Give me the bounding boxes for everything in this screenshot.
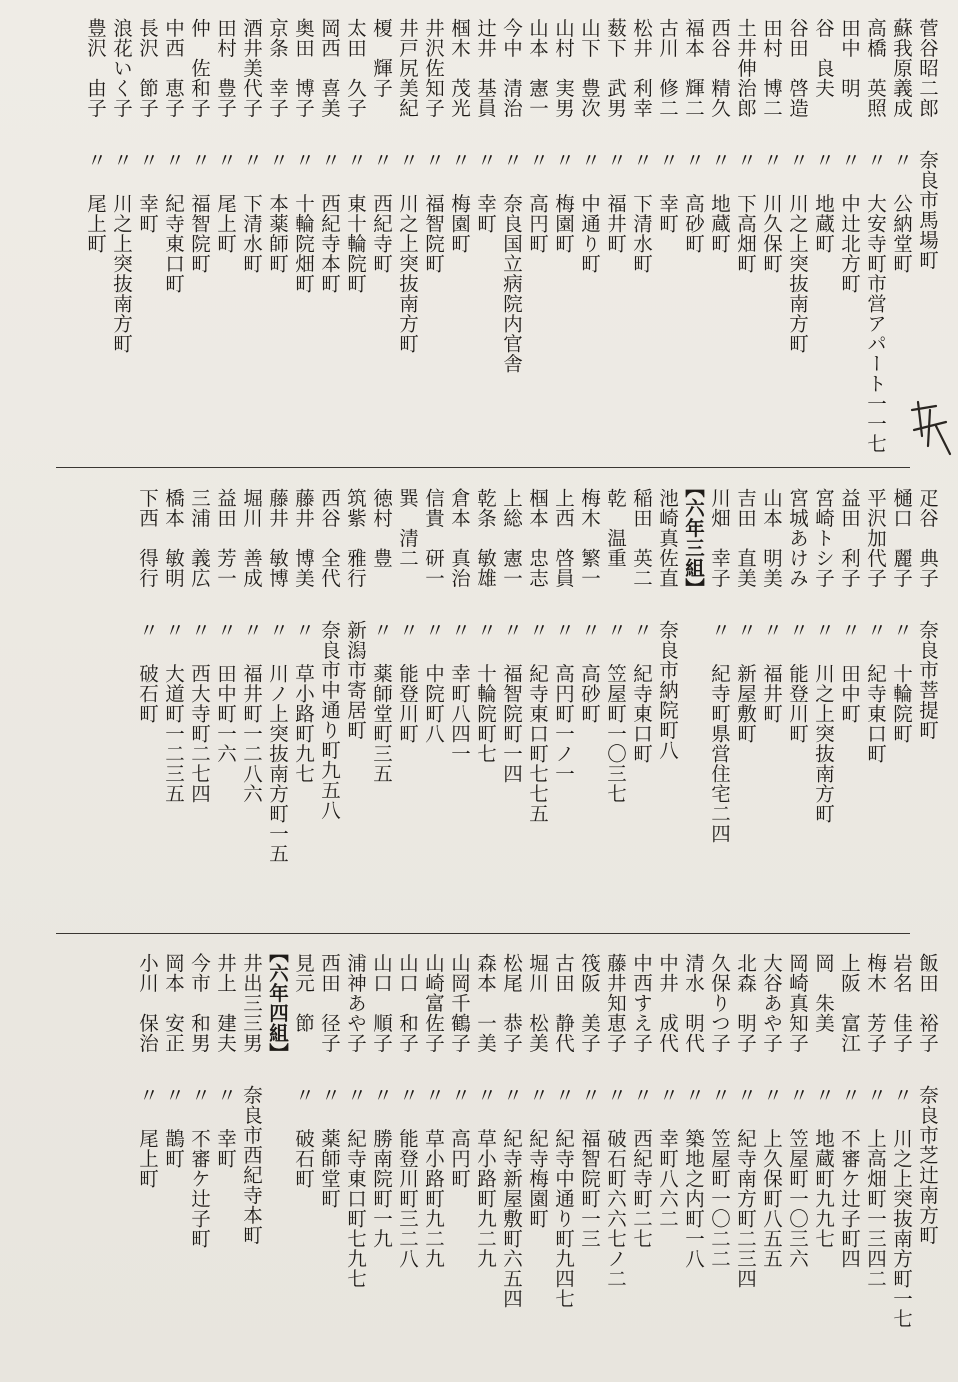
student-name: 山本 憲一 <box>526 18 549 118</box>
student-address: 〃 大安寺町市営アパート一一七 <box>864 150 887 454</box>
student-address: 〃 奈良国立病院内官舎 <box>500 150 523 374</box>
student-address: 〃 高円町一ノ一 <box>552 620 575 784</box>
student-name: 森本 一美 <box>474 953 497 1053</box>
student-entry <box>446 8 472 460</box>
student-address: 奈良市中通り町九五八 <box>318 620 341 820</box>
student-name: 山口 和子 <box>396 953 419 1053</box>
student-entry <box>836 478 862 918</box>
student-name: 山崎富佐子 <box>422 953 445 1053</box>
student-address: 〃 幸町 <box>214 1085 237 1169</box>
section-divider <box>56 467 910 468</box>
student-address: 〃 下清水町 <box>240 150 263 274</box>
student-address: 〃 尾上町 <box>214 150 237 254</box>
student-entry <box>654 943 680 1373</box>
student-address: 〃 中辻北方町 <box>838 150 861 294</box>
student-entry <box>342 943 368 1373</box>
student-name: 松尾 恭子 <box>500 953 523 1053</box>
student-address: 〃 十輪院町七 <box>474 620 497 764</box>
student-address: 〃 下清水町 <box>630 150 653 274</box>
student-name: 谷田 啓造 <box>786 18 809 118</box>
student-name: 疋谷 典子 <box>916 488 939 588</box>
student-name: 井戸尻美紀 <box>396 18 419 118</box>
student-name: 高橋 英照 <box>864 18 887 118</box>
student-entry <box>368 8 394 460</box>
student-address: 〃 川久保町 <box>760 150 783 274</box>
student-entry <box>758 943 784 1373</box>
student-entry <box>732 943 758 1373</box>
student-entry <box>862 943 888 1373</box>
student-name: 飯田 裕子 <box>916 953 939 1053</box>
student-name: 椢本 忠志 <box>526 488 549 588</box>
student-entry <box>108 8 134 460</box>
student-entry <box>914 943 940 1373</box>
student-address: 〃 紀寺東口町 <box>162 150 185 294</box>
student-name: 中西すえ子 <box>630 953 653 1053</box>
student-address: 奈良市芝辻南方町 <box>916 1085 939 1245</box>
section-divider <box>56 933 910 934</box>
student-entry <box>420 943 446 1373</box>
student-name: 大谷あや子 <box>760 953 783 1053</box>
student-address: 〃 福智院町一四 <box>500 620 523 784</box>
student-name: 梅木 繁一 <box>578 488 601 588</box>
student-address: 〃 能登川町 <box>396 620 419 744</box>
student-name: 吉田 直美 <box>734 488 757 588</box>
student-entry <box>862 8 888 460</box>
student-address: 〃 西紀寺町二七 <box>630 1085 653 1249</box>
student-name: 山口 順子 <box>370 953 393 1053</box>
student-name: 見元 節 <box>292 953 315 1033</box>
student-name: 池崎真佐直 <box>656 488 679 588</box>
student-name: 西田 径子 <box>318 953 341 1053</box>
section-class-list-c <box>30 943 940 1373</box>
student-name: 筑紫 雅行 <box>344 488 367 588</box>
student-entry <box>732 478 758 918</box>
student-address: 〃 梅園町 <box>552 150 575 254</box>
student-entry <box>602 943 628 1373</box>
student-address: 〃 不審ケ辻子町 <box>188 1085 211 1249</box>
student-entry <box>342 8 368 460</box>
student-address: 〃 薬師堂町三五 <box>370 620 393 784</box>
student-entry <box>810 478 836 918</box>
student-entry <box>134 8 160 460</box>
student-name: 山本 明美 <box>760 488 783 588</box>
student-entry <box>836 8 862 460</box>
student-entry <box>498 8 524 460</box>
student-entry <box>758 478 784 918</box>
student-address: 〃 破石町 <box>136 620 159 724</box>
student-entry <box>134 943 160 1373</box>
student-address: 〃 紀寺町県営住宅二四 <box>708 620 731 844</box>
student-entry <box>654 478 680 918</box>
student-entry <box>888 8 914 460</box>
student-entry <box>472 943 498 1373</box>
student-name: 浪花いく子 <box>110 18 133 118</box>
student-name: 西谷 精久 <box>708 18 731 118</box>
student-entry <box>706 943 732 1373</box>
student-entry <box>446 943 472 1373</box>
student-entry <box>706 8 732 460</box>
student-entry <box>316 8 342 460</box>
student-entry <box>290 8 316 460</box>
student-entry <box>784 943 810 1373</box>
student-address: 〃 不審ケ辻子町四 <box>838 1085 861 1269</box>
student-name: 井沢佐知子 <box>422 18 445 118</box>
student-name: 田村 博二 <box>760 18 783 118</box>
student-name: 蘇我原義成 <box>890 18 913 118</box>
student-address: 〃 中通り町 <box>578 150 601 274</box>
student-entry <box>290 478 316 918</box>
class-heading-text: 【六年四組】 <box>266 943 289 1063</box>
student-address: 〃 勝南院町一九 <box>370 1085 393 1249</box>
student-entry <box>576 8 602 460</box>
student-name: 山村 実男 <box>552 18 575 118</box>
student-name: 土井伸治郎 <box>734 18 757 118</box>
student-name: 久保りつ子 <box>708 953 731 1053</box>
student-address: 〃 紀寺梅園町 <box>526 1085 549 1229</box>
student-entry <box>628 943 654 1373</box>
student-address: 〃 笠屋町一〇三六 <box>786 1085 809 1269</box>
student-address: 〃 田中町 <box>838 620 861 724</box>
student-name: 今中 清治 <box>500 18 523 118</box>
student-address: 〃 草小路町九七 <box>292 620 315 784</box>
student-address: 〃 鵲町 <box>162 1085 185 1169</box>
student-address: 〃 川ノ上突抜南方町一五 <box>266 620 289 864</box>
student-entry <box>394 943 420 1373</box>
handwritten-mark <box>906 396 954 458</box>
student-name: 松井 利幸 <box>630 18 653 118</box>
student-entry <box>290 943 316 1373</box>
student-address: 〃 尾上町 <box>84 150 107 254</box>
student-entry <box>368 478 394 918</box>
section-class-list-b <box>30 478 940 918</box>
student-name: 三浦 義広 <box>188 488 211 588</box>
student-address: 〃 幸町 <box>136 150 159 234</box>
student-name: 山下 豊次 <box>578 18 601 118</box>
student-name: 長沢 節子 <box>136 18 159 118</box>
student-name: 古田 静代 <box>552 953 575 1053</box>
student-address: 〃 福井町 <box>604 150 627 254</box>
student-entry <box>576 943 602 1373</box>
student-name: 山岡千鶴子 <box>448 953 471 1053</box>
student-entry <box>550 8 576 460</box>
student-name: 井上 建夫 <box>214 953 237 1053</box>
student-address: 奈良市納院町八 <box>656 620 679 760</box>
student-entry <box>914 8 940 460</box>
student-address: 〃 福智院町 <box>188 150 211 274</box>
student-entry <box>186 478 212 918</box>
student-name: 仲 佐和子 <box>188 18 211 118</box>
student-entry <box>316 943 342 1373</box>
student-address: 〃 紀寺東口町 <box>630 620 653 764</box>
student-entry <box>602 8 628 460</box>
student-address: 〃 幸町八六二 <box>656 1085 679 1229</box>
student-name: 田村 豊子 <box>214 18 237 118</box>
student-entry <box>836 943 862 1373</box>
student-address: 〃 上高畑町一三四二 <box>864 1085 887 1289</box>
student-name: 堀川 善成 <box>240 488 263 588</box>
student-entry <box>238 478 264 918</box>
student-address: 〃 公納堂町 <box>890 150 913 274</box>
student-name: 太田 久子 <box>344 18 367 118</box>
student-address: 〃 紀寺東口町七九七 <box>344 1085 367 1289</box>
student-entry <box>472 8 498 460</box>
student-name: 上総 憲一 <box>500 488 523 588</box>
student-entry <box>212 8 238 460</box>
student-address: 〃 能登川町 <box>786 620 809 744</box>
student-address: 奈良市馬場町 <box>916 150 939 270</box>
student-address: 〃 西紀寺本町 <box>318 150 341 294</box>
student-name: 宮城あけみ <box>786 488 809 588</box>
student-entry <box>758 8 784 460</box>
student-address: 〃 高円町 <box>448 1085 471 1189</box>
student-entry <box>238 943 264 1373</box>
student-address: 〃 笠屋町一〇三七 <box>604 620 627 804</box>
student-address: 〃 川之上突抜南方町 <box>396 150 419 354</box>
student-address: 〃 紀寺東口町 <box>864 620 887 764</box>
student-name: 堀川 松美 <box>526 953 549 1053</box>
student-entry <box>888 478 914 918</box>
student-address: 〃 福智院町一三 <box>578 1085 601 1249</box>
student-entry <box>862 478 888 918</box>
student-name: 辻井 基員 <box>474 18 497 118</box>
student-entry <box>186 8 212 460</box>
student-address: 〃 西紀寺町 <box>370 150 393 274</box>
student-entry <box>472 478 498 918</box>
student-name: 椢木 茂光 <box>448 18 471 118</box>
student-name: 藤井 敏博 <box>266 488 289 588</box>
student-address: 〃 高円町 <box>526 150 549 254</box>
student-entry <box>186 943 212 1373</box>
student-address: 〃 中院町八 <box>422 620 445 744</box>
student-entry <box>550 943 576 1373</box>
student-name: 巽 清二 <box>396 488 419 568</box>
student-entry <box>628 8 654 460</box>
student-address: 〃 幸町八四一 <box>448 620 471 764</box>
student-name: 乾 温重 <box>604 488 627 568</box>
student-entry <box>498 478 524 918</box>
student-name: 信貴 研一 <box>422 488 445 588</box>
student-name: 浦神あや子 <box>344 953 367 1053</box>
student-entry <box>394 8 420 460</box>
student-address: 〃 東十輪院町 <box>344 150 367 294</box>
student-name: 岡崎真知子 <box>786 953 809 1053</box>
student-address: 〃 破石町六六七ノ二 <box>604 1085 627 1289</box>
student-address: 〃 川之上突抜南方町 <box>812 620 835 824</box>
student-entry <box>160 8 186 460</box>
student-name: 井出三三男 <box>240 953 263 1053</box>
student-entry <box>888 943 914 1373</box>
student-entry <box>810 943 836 1373</box>
student-entry <box>394 478 420 918</box>
student-name: 倉本 真治 <box>448 488 471 588</box>
student-name: 榎 輝子 <box>370 18 393 98</box>
student-address: 新潟市寄居町 <box>344 620 367 740</box>
student-address: 〃 福智院町 <box>422 150 445 274</box>
student-address: 奈良市西紀寺本町 <box>240 1085 263 1245</box>
student-address: 〃 高砂町 <box>682 150 705 254</box>
student-address: 〃 幸町 <box>656 150 679 234</box>
student-entry <box>420 478 446 918</box>
student-address: 〃 地蔵町九九七 <box>812 1085 835 1249</box>
student-entry <box>212 478 238 918</box>
student-entry <box>784 478 810 918</box>
student-entry <box>810 8 836 460</box>
student-name: 酒井美代子 <box>240 18 263 118</box>
student-name: 京条 幸子 <box>266 18 289 118</box>
student-entry <box>82 8 108 460</box>
student-name: 豊沢 由子 <box>84 18 107 118</box>
student-entry <box>238 8 264 460</box>
student-address: 〃 川之上突抜南方町一七 <box>890 1085 913 1329</box>
student-entry <box>654 8 680 460</box>
student-entry <box>680 943 706 1373</box>
class-heading <box>264 943 290 1373</box>
student-name: 奥田 博子 <box>292 18 315 118</box>
student-entry <box>680 8 706 460</box>
student-address: 奈良市菩提町 <box>916 620 939 740</box>
class-heading-text: 【六年三組】 <box>682 478 705 598</box>
student-name: 中井 成代 <box>656 953 679 1053</box>
student-address: 〃 十輪院町 <box>890 620 913 744</box>
student-name: 筏阪 美子 <box>578 953 601 1053</box>
student-name: 上阪 富江 <box>838 953 861 1053</box>
student-address: 〃 笠屋町一〇二二 <box>708 1085 731 1269</box>
student-entry <box>134 478 160 918</box>
student-name: 小川 保治 <box>136 953 159 1053</box>
student-name: 益田 利子 <box>838 488 861 588</box>
student-name: 菅谷昭二郎 <box>916 18 939 118</box>
student-entry <box>264 8 290 460</box>
student-address: 〃 草小路町九二九 <box>422 1085 445 1269</box>
student-address: 〃 福井町一二八六 <box>240 620 263 804</box>
student-address: 〃 十輪院畑町 <box>292 150 315 294</box>
student-entry <box>914 478 940 918</box>
student-name: 樋口 麗子 <box>890 488 913 588</box>
student-name: 福本 輝二 <box>682 18 705 118</box>
student-address: 〃 梅園町 <box>448 150 471 254</box>
student-entry <box>628 478 654 918</box>
student-name: 平沢加代子 <box>864 488 887 588</box>
student-name: 薮下 武男 <box>604 18 627 118</box>
student-address: 〃 新屋敷町 <box>734 620 757 744</box>
student-name: 梅木 芳子 <box>864 953 887 1053</box>
student-address: 〃 福井町 <box>760 620 783 724</box>
student-name: 益田 芳一 <box>214 488 237 588</box>
student-address: 〃 田中町一六 <box>214 620 237 764</box>
student-address: 〃 地蔵町 <box>708 150 731 254</box>
class-heading <box>680 478 706 918</box>
student-name: 岡 朱美 <box>812 953 835 1033</box>
student-address: 〃 紀寺新屋敷町六五四 <box>500 1085 523 1309</box>
student-entry <box>446 478 472 918</box>
student-entry <box>160 478 186 918</box>
student-address: 〃 川之上突抜南方町 <box>110 150 133 354</box>
student-name: 橋本 敏明 <box>162 488 185 588</box>
student-entry <box>498 943 524 1373</box>
student-entry <box>316 478 342 918</box>
student-address: 〃 地蔵町 <box>812 150 835 254</box>
student-name: 宮崎トシ子 <box>812 488 835 588</box>
student-address: 〃 高砂町 <box>578 620 601 724</box>
student-name: 清水 明代 <box>682 953 705 1053</box>
student-name: 岡本 安正 <box>162 953 185 1053</box>
student-name: 今市 和男 <box>188 953 211 1053</box>
student-name: 下西 得行 <box>136 488 159 588</box>
student-name: 古川 修二 <box>656 18 679 118</box>
student-entry <box>784 8 810 460</box>
student-address: 〃 紀寺東口町七七五 <box>526 620 549 824</box>
student-address: 〃 下高畑町 <box>734 150 757 274</box>
student-name: 川畑 幸子 <box>708 488 731 588</box>
student-address: 〃 西大寺町二七四 <box>188 620 211 804</box>
student-entry <box>160 943 186 1373</box>
student-entry <box>706 478 732 918</box>
student-address: 〃 能登川町三二八 <box>396 1085 419 1269</box>
student-name: 上西 啓員 <box>552 488 575 588</box>
student-entry <box>602 478 628 918</box>
student-entry <box>524 478 550 918</box>
student-entry <box>420 8 446 460</box>
student-name: 中西 恵子 <box>162 18 185 118</box>
student-entry <box>212 943 238 1373</box>
student-name: 岡西 喜美 <box>318 18 341 118</box>
student-address: 〃 紀寺中通り町九四七 <box>552 1085 575 1309</box>
student-name: 乾条 敏雄 <box>474 488 497 588</box>
student-address: 〃 上久保町八五五 <box>760 1085 783 1269</box>
student-entry <box>342 478 368 918</box>
student-address: 〃 破石町 <box>292 1085 315 1189</box>
student-address: 〃 川之上突抜南方町 <box>786 150 809 354</box>
student-entry <box>524 8 550 460</box>
student-name: 岩名 佳子 <box>890 953 913 1053</box>
student-entry <box>550 478 576 918</box>
student-address: 〃 本薬師町 <box>266 150 289 274</box>
student-name: 谷 良夫 <box>812 18 835 98</box>
student-name: 田中 明 <box>838 18 861 98</box>
student-address: 〃 紀寺南方町二三四 <box>734 1085 757 1289</box>
student-name: 北森 明子 <box>734 953 757 1053</box>
student-name: 徳村 豊 <box>370 488 393 568</box>
student-entry <box>368 943 394 1373</box>
student-address: 〃 草小路町九二九 <box>474 1085 497 1269</box>
student-address: 〃 幸町 <box>474 150 497 234</box>
student-entry <box>732 8 758 460</box>
student-address: 〃 薬師堂町 <box>318 1085 341 1209</box>
student-name: 西谷 全代 <box>318 488 341 588</box>
student-address: 〃 築地之内町一八 <box>682 1085 705 1269</box>
student-address: 〃 尾上町 <box>136 1085 159 1189</box>
student-name: 藤井 博美 <box>292 488 315 588</box>
student-name: 藤井知恵子 <box>604 953 627 1053</box>
section-class-list-a <box>30 8 940 460</box>
student-name: 稲田 英二 <box>630 488 653 588</box>
student-address: 〃 大道町一二三五 <box>162 620 185 804</box>
student-entry <box>264 478 290 918</box>
student-entry <box>524 943 550 1373</box>
student-entry <box>576 478 602 918</box>
